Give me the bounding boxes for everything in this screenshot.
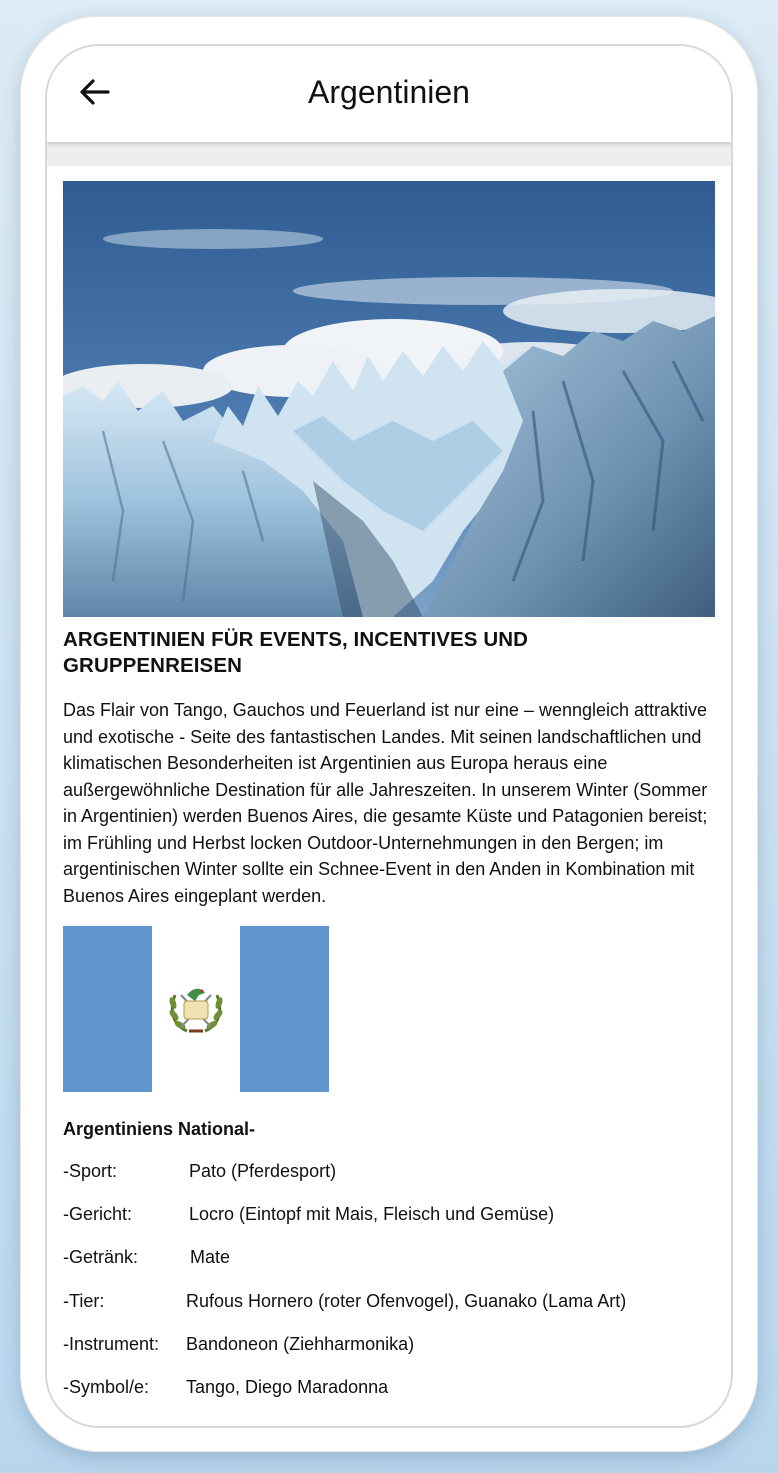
national-key: -Sport: [63,1161,118,1182]
national-value: Rufous Hornero (roter Ofenvogel), Guanako (Lama Art) [186,1290,627,1311]
section-heading [63,627,717,679]
list-item [63,1150,717,1193]
national-key: -Symbol/e: [63,1377,150,1398]
national-value: Bandoneon (Ziehharmonika) [186,1333,415,1354]
heading-line-1: ARGENTINIEN FÜR EVENTS, INCENTIVES UND [63,628,529,651]
flag-band-left [63,926,152,1092]
national-title: Argentiniens National- [63,1119,256,1139]
flag-image [63,926,329,1092]
app-screen [45,44,733,1428]
national-key: -Instrument: [63,1333,160,1354]
glacier-image [63,181,715,617]
national-value: Mate [190,1247,231,1268]
article-content [63,181,717,1409]
header-divider [47,142,731,166]
flag-band-right [240,926,329,1092]
list-item [63,1323,717,1366]
app-bar [47,46,731,142]
national-value: Locro (Eintopf mit Mais, Fleisch und Gemüse) [189,1204,555,1225]
national-key: -Tier: [63,1290,105,1311]
page-title: Argentinien [308,74,470,110]
national-value: Pato (Pferdesport) [189,1161,337,1182]
list-item [63,1193,717,1236]
national-key: -Gericht: [63,1204,133,1225]
list-item [63,1280,717,1323]
list-item [63,1236,717,1279]
list-item [63,1366,717,1409]
national-value: Tango, Diego Maradonna [186,1377,389,1398]
heading-line-2: GRUPPENREISEN [63,654,243,677]
national-list [63,1150,717,1409]
national-key: -Getränk: [63,1247,139,1268]
article-body: Das Flair von Tango, Gauchos und Feuerland ist nur eine – wenngleich attraktive und exotische - Seite des fantastischen Landes. Mit seinen landschaftlichen und klimatischen Besonderheiten ist Argentinien aus Europa heraus eine außergewöhnliche Destination für alle Jahreszeiten. In unserem Winter (Sommer in Argentinien) werden Buenos Aires, die gesamte Küste und Patagonien bereist; im Frühling und Herbst locken Outdoor-Unternehmungen in den Bergen; im argentinischen Winter sollte ein Schnee-Event in den Anden in Kombination mit Buenos Aires eingeplant werden. [63,700,708,906]
flag-band-center [152,926,240,1092]
coat-of-arms-icon [165,981,227,1037]
